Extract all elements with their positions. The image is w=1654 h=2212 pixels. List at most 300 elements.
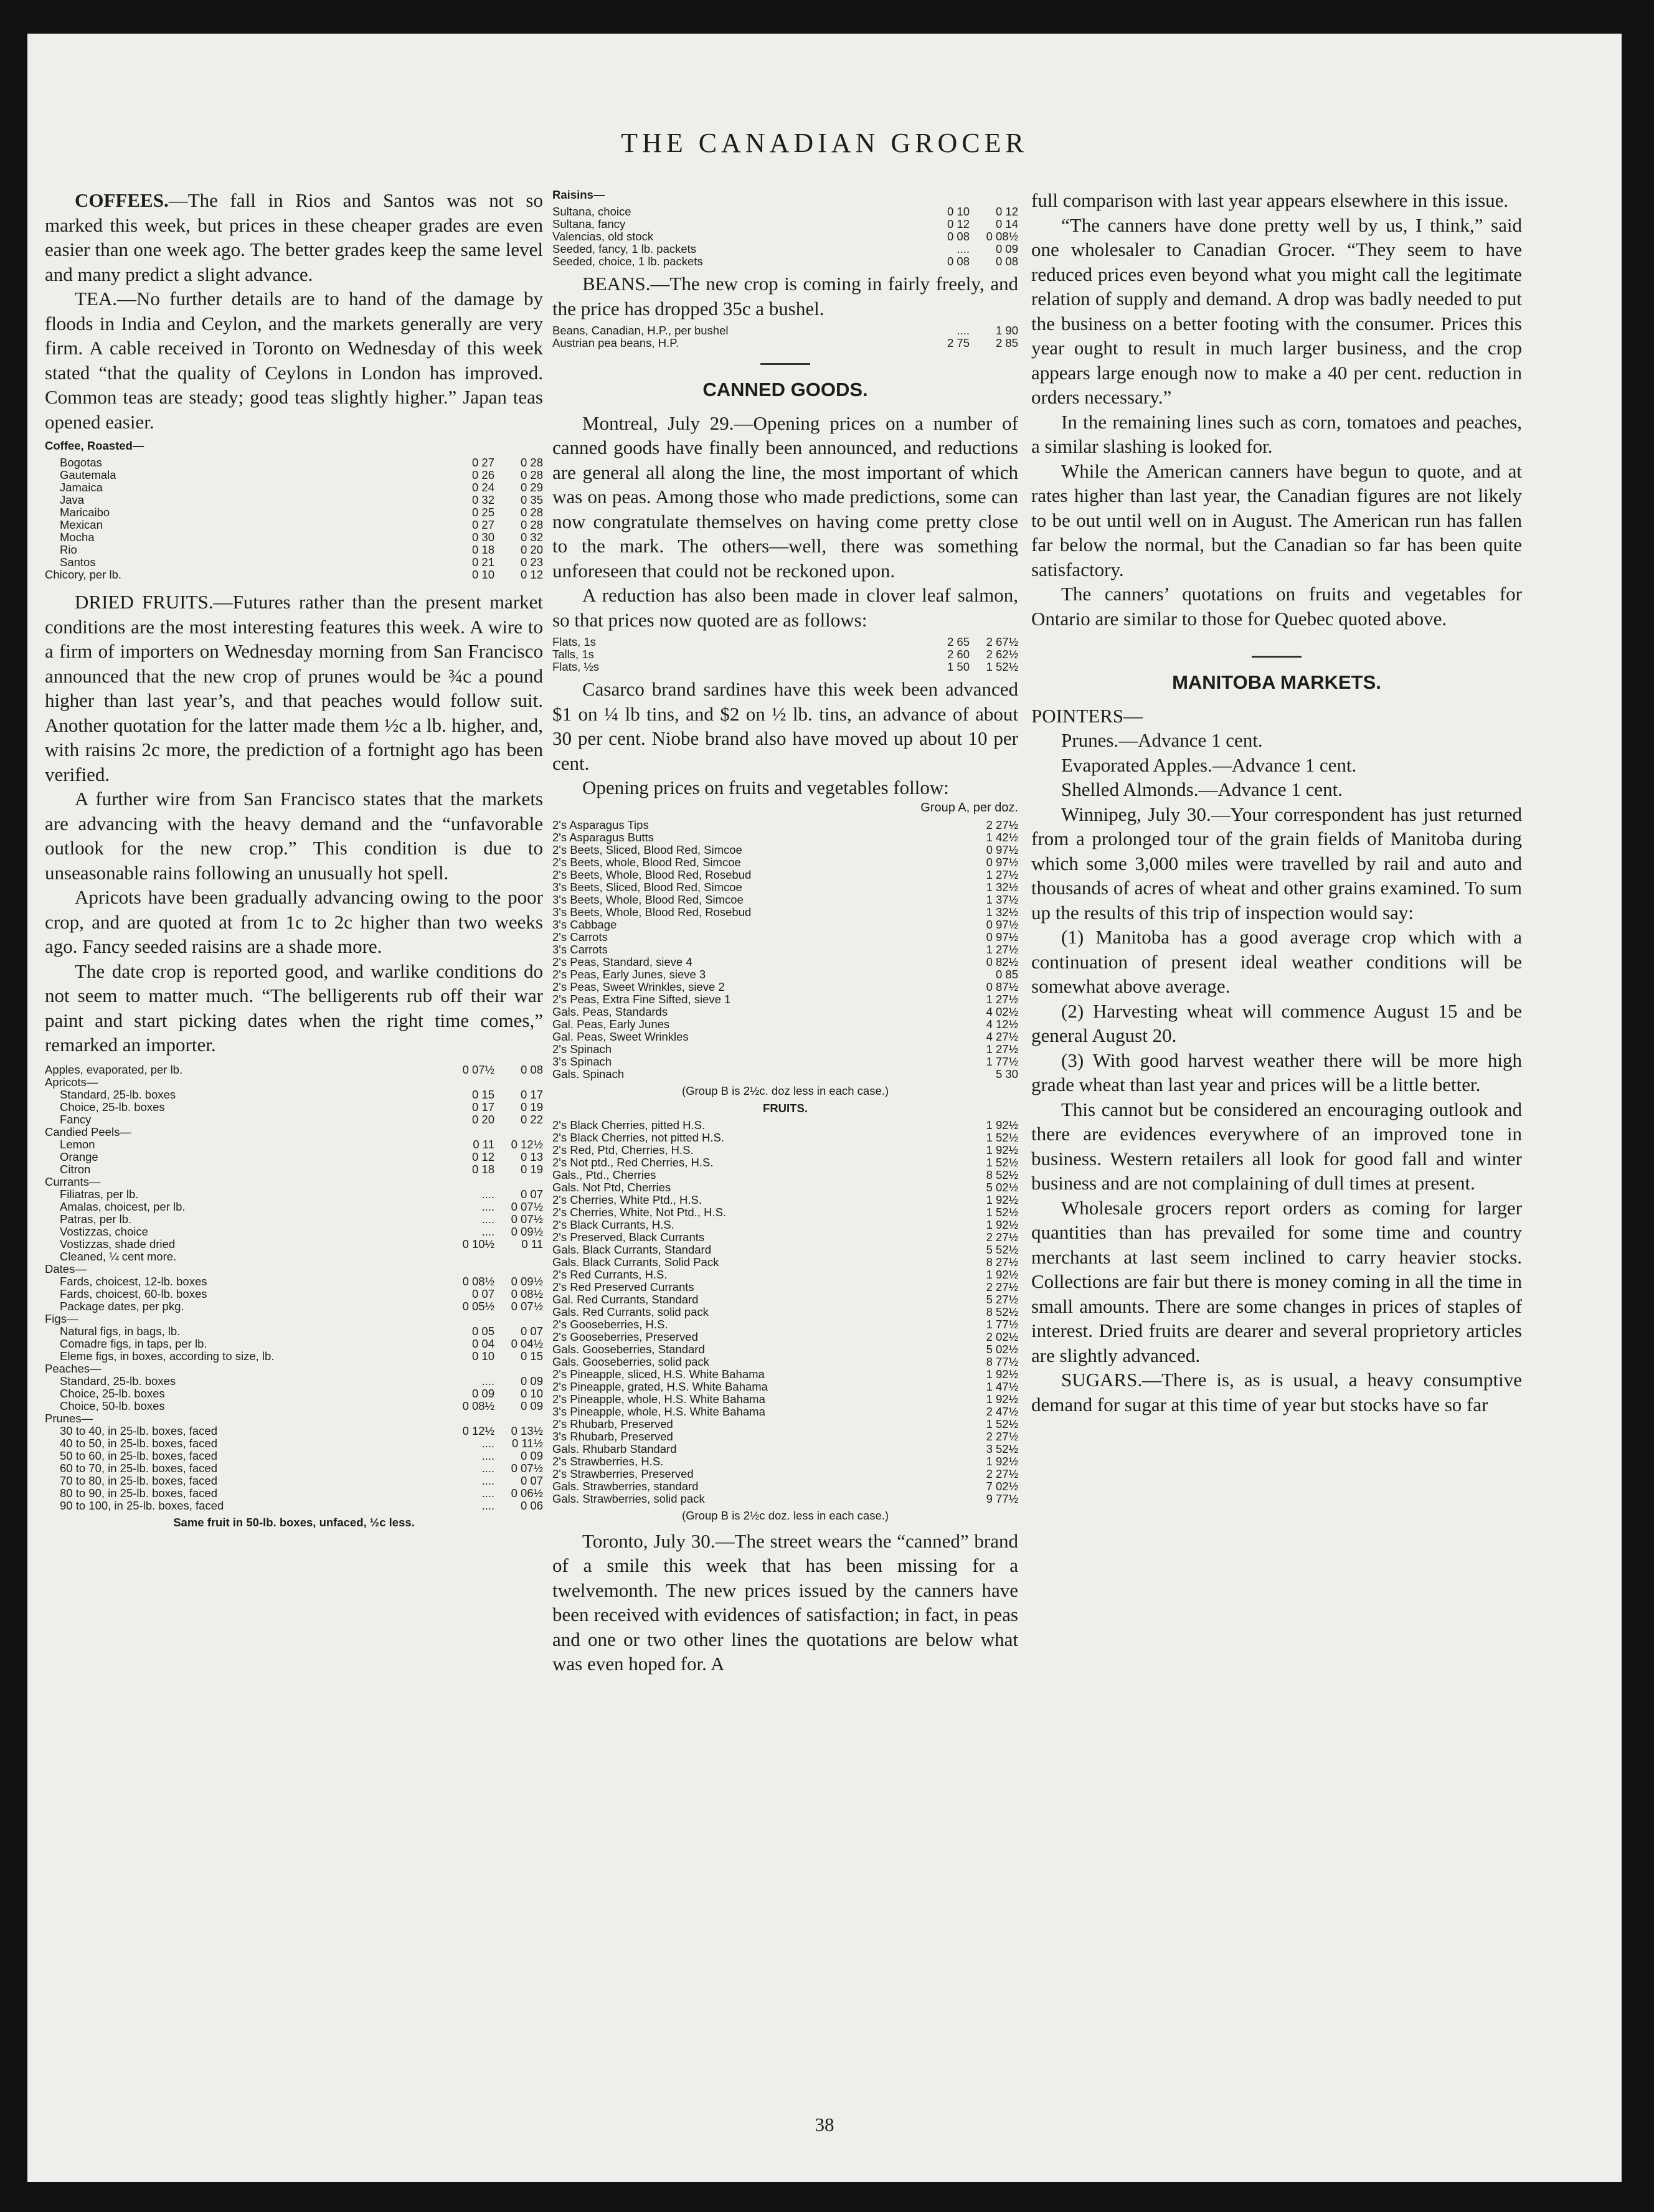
group-a-heading: Group A, per doz. (920, 800, 1018, 815)
price-label: 2's Beets, Whole, Blood Red, Rosebud (552, 868, 752, 881)
price-row (552, 1293, 1018, 1306)
price-low: 0 32 (471, 494, 494, 506)
price-row (552, 894, 1018, 906)
price-row (552, 206, 1018, 218)
price-high: 0 28 (520, 469, 543, 481)
price-label: Apples, evaporated, per lb. (45, 1063, 183, 1076)
sugars-paragraph (1031, 1368, 1522, 1417)
price-high (494, 1263, 543, 1275)
price-label: 2's Rhubarb, Preserved (552, 1417, 673, 1430)
price-high (494, 1176, 543, 1188)
canned-paragraph-2: A reduction has also been made in clover leaf salmon, so that prices now quoted are as follows: (552, 584, 1018, 631)
price-label: Seeded, fancy, 1 lb. packets (552, 243, 697, 255)
price-label: Standard, 25-lb. boxes (60, 1374, 176, 1387)
price-label: 2's Cherries, White, Not Ptd., H.S. (552, 1206, 727, 1219)
price-high: 1 77½ (986, 1318, 1018, 1331)
price-label: 2's Strawberries, H.S. (552, 1455, 664, 1468)
price-row (45, 1226, 543, 1238)
price-label: 2's Red Preserved Currants (552, 1280, 694, 1293)
price-high: 0 13 (520, 1150, 543, 1163)
price-high: 8 77½ (986, 1355, 1018, 1368)
beans-heading: BEANS. (582, 273, 651, 295)
price-high: 0 97½ (986, 843, 1018, 856)
price-label: Orange (60, 1150, 98, 1163)
tea-text: —No further details are to hand of the damage by floods in India and Ceylon, and the markets generally are very firm. A cable received in Toronto on Wednesday of this week stated “that the quality of Ceylons in London has improved. Common teas are steady; good teas slightly higher.” Japan teas opened easier. (45, 288, 543, 433)
price-label: 2's Spinach (552, 1042, 612, 1056)
price-label: Gals. Strawberries, solid pack (552, 1492, 705, 1505)
price-row (552, 1056, 1018, 1068)
price-label: Jamaica (60, 481, 103, 494)
price-label: Talls, 1s (552, 648, 594, 661)
price-row (552, 1281, 1018, 1293)
price-row (45, 1176, 543, 1188)
price-label: Bogotas (60, 456, 102, 469)
price-row (552, 906, 1018, 919)
price-row (552, 1256, 1018, 1269)
price-high: 7 02½ (986, 1480, 1018, 1493)
price-label: 50 to 60, in 25-lb. boxes, faced (60, 1449, 218, 1462)
price-high: 0 87½ (986, 980, 1018, 993)
price-low: 0 04 (471, 1337, 494, 1350)
price-label: Fancy (60, 1113, 92, 1126)
price-label: Peaches— (45, 1362, 102, 1375)
price-low: 0 27 (471, 456, 494, 469)
price-row (552, 648, 1018, 661)
dried-fruits-paragraph-2: A further wire from San Francisco states that the markets are advancing with the heavy demand and the “unfavorable outlook for the new crop.” This condition is due to unseasonable rains following an unusually hot spell. (45, 788, 543, 884)
col3-paragraph-1: full comparison with last year appears elsewhere in this issue. (1031, 189, 1509, 211)
price-low: 0 10 (471, 1349, 494, 1363)
tea-heading: TEA. (75, 288, 118, 310)
price-row (552, 636, 1018, 648)
coffee-price-table (45, 456, 543, 581)
price-low: 0 08½ (462, 1275, 494, 1288)
price-high: 0 07 (520, 1325, 543, 1338)
price-label: Choice, 50-lb. boxes (60, 1399, 165, 1412)
price-high: 1 52½ (986, 1417, 1018, 1430)
price-high (494, 1076, 543, 1089)
price-label: Currants— (45, 1175, 101, 1188)
price-row (552, 1343, 1018, 1356)
price-high: 0 97½ (986, 856, 1018, 869)
price-high: 2 27½ (986, 1280, 1018, 1293)
price-label: Citron (60, 1163, 91, 1176)
price-low: 0 07½ (462, 1063, 494, 1076)
price-high: 0 11 (521, 1237, 543, 1250)
price-row (552, 844, 1018, 856)
price-row (552, 1368, 1018, 1381)
price-low: 0 10 (947, 206, 970, 218)
price-row (552, 337, 1018, 349)
price-label: 3's Rhubarb, Preserved (552, 1430, 673, 1443)
price-high: 0 20 (520, 544, 543, 556)
price-label: Filiatras, per lb. (60, 1188, 139, 1201)
pointer-item: Prunes.—Advance 1 cent. (1061, 729, 1263, 751)
price-label: 2's Pineapple, sliced, H.S. White Bahama (552, 1368, 765, 1381)
column-3 (1031, 188, 1522, 2156)
price-label: Patras, per lb. (60, 1212, 132, 1226)
price-low (451, 1250, 494, 1263)
price-low: 0 18 (471, 544, 494, 556)
price-high: 1 92½ (986, 1268, 1018, 1281)
price-high: 5 52½ (986, 1243, 1018, 1256)
price-low: 2 65 (947, 636, 970, 648)
price-high: 1 52½ (986, 1131, 1018, 1144)
price-high (494, 1363, 543, 1375)
price-high: 0 15 (520, 1349, 543, 1363)
price-label: 2's Peas, Standard, sieve 4 (552, 955, 692, 968)
price-row (552, 981, 1018, 993)
price-high: 0 08½ (511, 1287, 543, 1300)
coffees-text: —The fall in Rios and Santos was not so marked this week, but prices in these cheaper grades are even easier than one week ago. The better grades keep the same level and many predict a slight advance. (45, 189, 543, 285)
price-row (552, 1231, 1018, 1244)
col3-paragraph-2: “The canners have done pretty well by us, I think,” said one wholesaler to Canadian Grocer. “They seem to have reduced prices even beyond what you might call the legitimate relation of supply and demand. A drop was badly needed to put the business on a better footing with the consumer. Prices this year ought to result in much larger business, and the crop appears large enough now to make a 40 per cent. reduction in orders necessary.” (1031, 214, 1522, 408)
price-low (451, 1076, 494, 1089)
price-label: 2's Black Cherries, pitted H.S. (552, 1118, 706, 1132)
price-high: 1 32½ (986, 881, 1018, 894)
price-high: 0 06 (520, 1499, 543, 1512)
price-row (552, 831, 1018, 844)
price-label: Gals. Rhubarb Standard (552, 1442, 677, 1455)
price-row (45, 1375, 543, 1387)
price-label: Gals. Not Ptd, Cherries (552, 1181, 671, 1194)
price-label: Gals. Strawberries, standard (552, 1480, 699, 1493)
price-high: 0 13½ (511, 1424, 543, 1437)
price-label: 2's Pineapple, grated, H.S. White Bahama (552, 1380, 768, 1393)
price-low: .... (481, 1474, 494, 1487)
price-row (45, 456, 543, 469)
price-high: 2 27½ (986, 818, 1018, 831)
price-row (552, 1018, 1018, 1031)
price-label: 2's Black Currants, H.S. (552, 1218, 674, 1231)
price-label: Figs— (45, 1312, 78, 1325)
price-label: 2's Asparagus Butts (552, 831, 654, 844)
price-high: 0 08 (995, 255, 1018, 268)
price-row (552, 1219, 1018, 1231)
price-row (45, 1126, 543, 1138)
raisins-heading: Raisins— (552, 188, 605, 201)
price-high: 0 08½ (986, 230, 1018, 243)
price-high: 1 27½ (986, 868, 1018, 881)
price-low: .... (481, 1200, 494, 1213)
price-low: .... (481, 1188, 494, 1201)
price-row (45, 556, 543, 569)
price-high: 1 77½ (986, 1055, 1018, 1068)
price-row (45, 1151, 543, 1163)
coffee-table-heading: Coffee, Roasted— (45, 439, 144, 452)
price-high: 1 47½ (986, 1380, 1018, 1393)
price-high: 0 06½ (511, 1486, 543, 1500)
price-label: Mexican (60, 519, 103, 531)
price-high: 2 85 (995, 337, 1018, 349)
sugars-text: —There is, as is usual, a heavy consumptive demand for sugar at this time of year but stocks have so far (1031, 1369, 1522, 1416)
price-row (45, 1250, 543, 1263)
price-low: 0 12 (471, 1150, 494, 1163)
price-high: 0 28 (520, 506, 543, 519)
price-high: 1 52½ (986, 1156, 1018, 1169)
price-high: 1 52½ (986, 661, 1018, 673)
price-label: Santos (60, 556, 96, 569)
price-row (45, 1450, 543, 1462)
price-row (552, 993, 1018, 1006)
pointers-heading: POINTERS— (1031, 704, 1143, 727)
price-row (45, 481, 543, 494)
price-row (552, 869, 1018, 881)
price-high: 0 19 (520, 1163, 543, 1176)
price-label: Gals. Spinach (552, 1067, 625, 1080)
price-label: Gals. Black Currants, Standard (552, 1243, 711, 1256)
price-high: 1 92½ (986, 1392, 1018, 1406)
price-label: 3's Carrots (552, 943, 608, 956)
price-high: 8 27½ (986, 1255, 1018, 1269)
price-low: .... (481, 1212, 494, 1226)
salmon-price-table (552, 636, 1018, 673)
price-low: .... (481, 1486, 494, 1500)
price-row (45, 1089, 543, 1101)
price-high: 1 42½ (986, 831, 1018, 844)
price-high: 0 09½ (511, 1275, 543, 1288)
price-row (552, 968, 1018, 981)
price-label: Comadre figs, in taps, per lb. (60, 1337, 207, 1350)
price-row (552, 1194, 1018, 1206)
price-label: Java (60, 494, 85, 506)
price-high: 0 23 (520, 556, 543, 569)
price-label: Gal. Red Currants, Standard (552, 1293, 699, 1306)
price-label: 3's Beets, Sliced, Blood Red, Simcoe (552, 881, 742, 894)
price-label: Valencias, old stock (552, 230, 654, 243)
price-high: 0 09 (520, 1449, 543, 1462)
price-label: Gals., Ptd., Cherries (552, 1168, 656, 1181)
pointer-item: Shelled Almonds.—Advance 1 cent. (1061, 778, 1343, 800)
price-label: 70 to 80, in 25-lb. boxes, faced (60, 1474, 218, 1487)
price-high: 0 19 (520, 1100, 543, 1113)
price-high: 2 62½ (986, 648, 1018, 661)
price-high: 0 29 (520, 481, 543, 494)
price-label: 3's Beets, Whole, Blood Red, Simcoe (552, 893, 744, 906)
manitoba-markets-heading: MANITOBA MARKETS. (1172, 671, 1381, 693)
price-row (552, 1132, 1018, 1144)
price-high: 4 12½ (986, 1018, 1018, 1031)
price-high: 0 07½ (511, 1300, 543, 1313)
price-high: 1 92½ (986, 1143, 1018, 1156)
page-number: 38 (815, 2114, 834, 2135)
price-label: Fards, choicest, 12-lb. boxes (60, 1275, 207, 1288)
price-row (45, 519, 543, 531)
price-low (451, 1363, 494, 1375)
price-high (494, 1250, 543, 1263)
price-row (552, 1331, 1018, 1343)
price-label: Chicory, per lb. (45, 569, 122, 581)
price-label: 2's Peas, Extra Fine Sifted, sieve 1 (552, 993, 731, 1006)
newspaper-page (27, 34, 1622, 2182)
price-row (45, 494, 543, 506)
section-divider (760, 363, 810, 365)
price-label: Seeded, choice, 1 lb. packets (552, 255, 703, 268)
price-row (552, 1455, 1018, 1468)
price-low: 0 17 (471, 1100, 494, 1113)
price-low: 0 27 (471, 519, 494, 531)
price-low (451, 1263, 494, 1275)
price-row (552, 1443, 1018, 1455)
price-row (552, 819, 1018, 831)
price-high: 0 07½ (511, 1200, 543, 1213)
toronto-paragraph: Toronto, July 30.—The street wears the “canned” brand of a smile this week that has been missing for a twelvemonth. The new prices issued by the canners have been received with evidences of satisfaction; in fact, in peas and one or two other lines the quotations are below what was even hoped for. A (552, 1529, 1018, 1675)
price-high: 3 52½ (986, 1442, 1018, 1455)
raisins-price-table (552, 206, 1018, 268)
price-low: 0 11 (473, 1138, 494, 1151)
price-low (451, 1126, 494, 1138)
price-row (45, 469, 543, 481)
price-label: Gautemala (60, 469, 116, 481)
price-high: 0 09 (520, 1399, 543, 1412)
price-row (552, 1480, 1018, 1493)
price-high: 2 47½ (986, 1405, 1018, 1418)
price-high: 0 12½ (511, 1138, 543, 1151)
price-row (552, 931, 1018, 943)
price-low: 0 30 (471, 531, 494, 544)
price-row (552, 919, 1018, 931)
price-low (451, 1176, 494, 1188)
price-row (552, 230, 1018, 243)
price-high: 0 07 (520, 1188, 543, 1201)
price-high: 0 97½ (986, 930, 1018, 943)
price-row (45, 1076, 543, 1089)
column-2 (552, 188, 1018, 2131)
price-low: 0 09 (471, 1387, 494, 1400)
vegetables-price-table (552, 819, 1018, 1080)
price-label: Prunes— (45, 1412, 93, 1425)
price-row (45, 1201, 543, 1213)
dried-fruits-heading: DRIED FRUITS. (75, 591, 214, 613)
canned-paragraph-4: Opening prices on fruits and vegetables follow: (582, 777, 949, 798)
price-label: Rio (60, 544, 77, 556)
price-row (552, 661, 1018, 673)
price-row (45, 569, 543, 581)
price-low: .... (481, 1437, 494, 1450)
price-label: 2's Strawberries, Preserved (552, 1467, 694, 1480)
price-high: 1 90 (995, 324, 1018, 337)
price-label: Choice, 25-lb. boxes (60, 1100, 165, 1113)
price-row (552, 1406, 1018, 1418)
price-low: 0 10 (471, 569, 494, 581)
price-label: Maricaibo (60, 506, 110, 519)
price-label: 2's Not ptd., Red Cherries, H.S. (552, 1156, 714, 1169)
price-high: 8 52½ (986, 1305, 1018, 1318)
price-low: 0 18 (471, 1163, 494, 1176)
price-label: Lemon (60, 1138, 95, 1151)
price-label: 40 to 50, in 25-lb. boxes, faced (60, 1437, 218, 1450)
price-label: 2's Beets, Sliced, Blood Red, Simcoe (552, 843, 742, 856)
price-high: 0 17 (520, 1088, 543, 1101)
price-low: 0 08 (947, 230, 970, 243)
price-row (45, 1338, 543, 1350)
pointer-item: Evaporated Apples.—Advance 1 cent. (1061, 754, 1357, 776)
price-label: 2's Peas, Sweet Wrinkles, sieve 2 (552, 980, 725, 993)
beans-text: —The new crop is coming in fairly freely, and the price has dropped 35c a bushel. (552, 273, 1018, 319)
coffees-paragraph (45, 188, 543, 286)
price-label: 2's Cherries, White Ptd., H.S. (552, 1193, 702, 1206)
price-label: Dates— (45, 1262, 87, 1275)
price-label: Cleaned, ¼ cent more. (60, 1250, 177, 1263)
price-row (45, 1275, 543, 1288)
price-low: .... (481, 1374, 494, 1387)
canned-paragraph-3: Casarco brand sardines have this week been advanced $1 on ¼ lb tins, and $2 on ½ lb. tins, an advance of about 30 per cent. Niobe brand also have moved up about 10 per cent. (552, 678, 1018, 774)
price-label: Gal. Peas, Early Junes (552, 1018, 670, 1031)
price-high: 1 27½ (986, 993, 1018, 1006)
price-row (552, 1430, 1018, 1443)
col3-paragraph-9: (3) With good harvest weather there will be more high grade wheat than last year and prices will be a little better. (1031, 1049, 1522, 1095)
price-label: 80 to 90, in 25-lb. boxes, faced (60, 1486, 218, 1500)
price-row (45, 1500, 543, 1512)
price-row (552, 956, 1018, 968)
price-row (552, 1169, 1018, 1181)
price-row (45, 1113, 543, 1126)
price-high: 0 28 (520, 519, 543, 531)
price-low: 0 10½ (462, 1237, 494, 1250)
beans-paragraph (552, 272, 1018, 321)
price-high: 0 22 (520, 1113, 543, 1126)
tea-paragraph (45, 286, 543, 434)
price-high: 1 27½ (986, 1042, 1018, 1056)
dried-fruits-paragraph (45, 590, 543, 787)
price-row (552, 1418, 1018, 1430)
prunes-note: Same fruit in 50-lb. boxes, unfaced, ½c less. (173, 1515, 415, 1529)
price-high: 0 28 (520, 456, 543, 469)
price-high: 5 02½ (986, 1181, 1018, 1194)
price-low: 0 24 (471, 481, 494, 494)
price-label: 2's Peas, Early Junes, sieve 3 (552, 968, 706, 981)
price-label: Eleme figs, in boxes, according to size, lb. (60, 1349, 275, 1363)
fruits-heading: FRUITS. (763, 1101, 808, 1115)
price-row (45, 531, 543, 544)
price-high: 0 32 (520, 531, 543, 544)
price-high: 0 07½ (511, 1212, 543, 1226)
price-high: 8 52½ (986, 1168, 1018, 1181)
price-row (45, 1437, 543, 1450)
price-high: 2 27½ (986, 1231, 1018, 1244)
price-label: Gal. Peas, Sweet Wrinkles (552, 1030, 689, 1043)
price-low: 0 08½ (462, 1399, 494, 1412)
price-high: 1 92½ (986, 1118, 1018, 1132)
price-row (552, 1493, 1018, 1505)
price-label: 2's Carrots (552, 930, 608, 943)
price-high: 1 92½ (986, 1193, 1018, 1206)
price-label: 2's Beets, whole, Blood Red, Simcoe (552, 856, 741, 869)
price-high: 0 08 (520, 1063, 543, 1076)
price-label: Beans, Canadian, H.P., per bushel (552, 324, 729, 337)
price-high: 5 30 (995, 1067, 1018, 1080)
col3-paragraph-4: While the American canners have begun to quote, and at rates higher than last year, the Canadian figures are not likely to be out until well on in August. The American run has fallen far below the normal, but the Canadian so far has been quite satisfactory. (1031, 460, 1522, 580)
price-label: Package dates, per pkg. (60, 1300, 184, 1313)
dried-fruits-paragraph-4: The date crop is reported good, and warlike conditions do not seem to matter much. “The belligerents rub off their war paint and start picking dates when the right time comes,” remarked an importer. (45, 960, 543, 1056)
price-row (45, 1213, 543, 1226)
price-low: .... (957, 324, 970, 337)
price-high: 1 92½ (986, 1218, 1018, 1231)
price-label: 2's Asparagus Tips (552, 818, 649, 831)
price-row (45, 1263, 543, 1275)
price-low: 0 12 (947, 218, 970, 230)
price-row (45, 1363, 543, 1375)
price-row (45, 1462, 543, 1475)
price-row (552, 1244, 1018, 1256)
price-row (552, 243, 1018, 255)
price-label: 3's Pineapple, whole, H.S. White Bahama (552, 1405, 765, 1418)
price-row (552, 1393, 1018, 1406)
price-row (45, 1300, 543, 1313)
price-label: Amalas, choicest, per lb. (60, 1200, 186, 1213)
price-label: Mocha (60, 531, 95, 544)
price-row (45, 1188, 543, 1201)
price-low (451, 1412, 494, 1425)
